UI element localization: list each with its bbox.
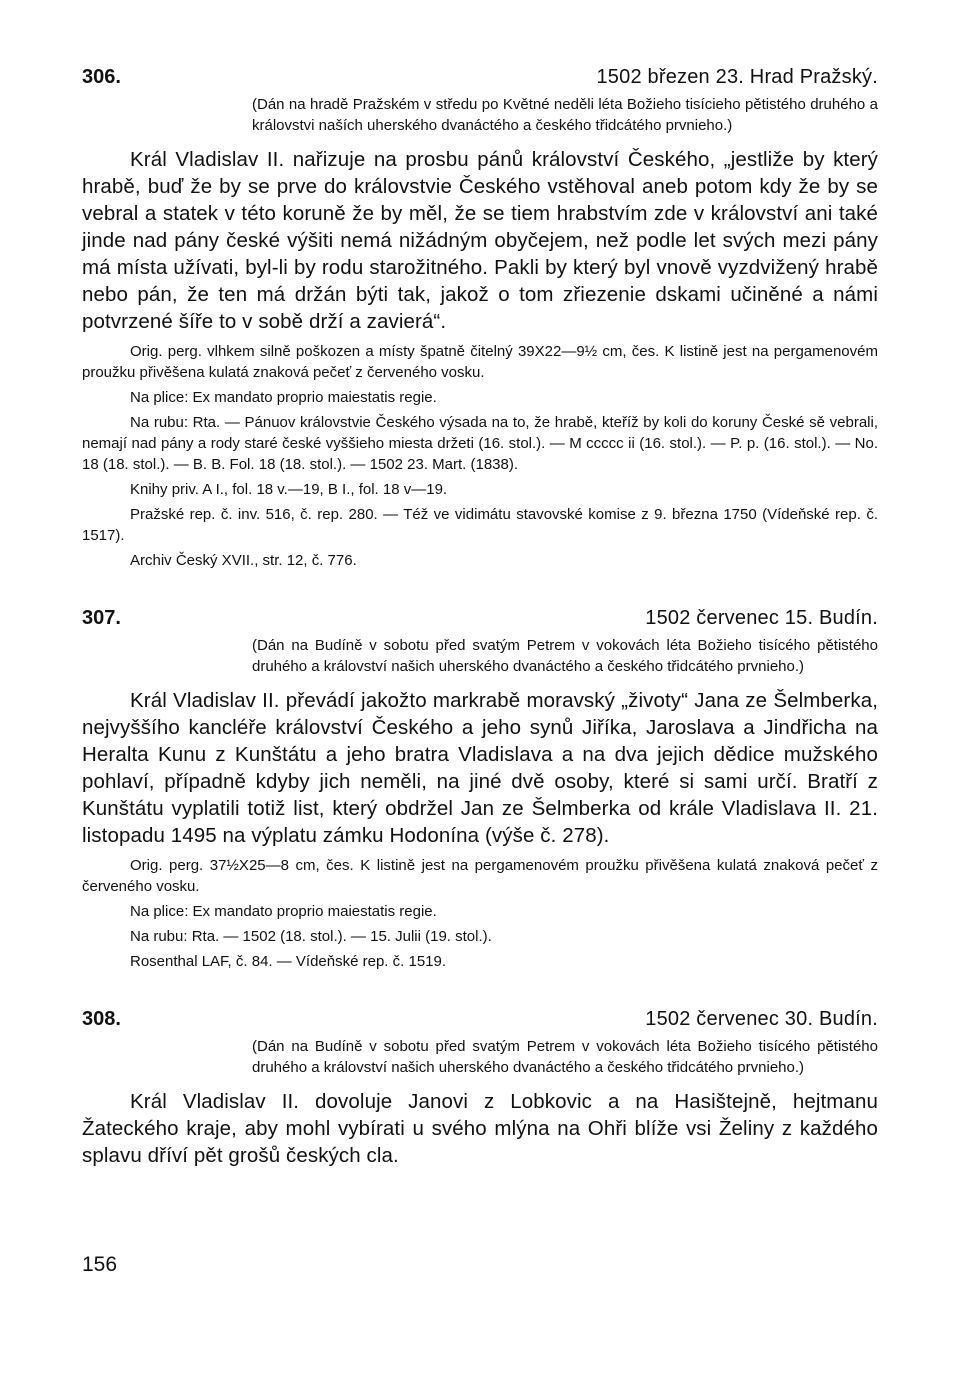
regest-text: Král Vladislav II. převádí jakožto markrabě moravský „životy“ Jana ze Šelmberka, nejvyššího kancléře království Českého a jeho synů Jiříka, Jaroslava a Jindřicha na Heralta Kunu z Kunštátu a jeho bratra Vladislava a na dva jejich dědice mužského pohlaví, případně kdyby jich neměli, na jiné dvě osoby, které si sami určí. Bratří z Kunštátu vyplatili totiž list, který obdržel Jan ze Šelmberka od krále Vladislava II. 21. listopadu 1495 na výplatu zámku Hodonína (výše č. 278). <box>82 689 878 847</box>
dating-note: (Dán na hradě Pražském v středu po Květné neděli léta Božieho tisícieho pětistého druhého a královstvi naších uherského dvanáctého a českého třidcátého prvnieho.) <box>252 96 878 134</box>
apparatus-line: Orig. perg. 37½X25—8 cm, čes. K listině jest na pergamenovém proužku přivěšena kulatá znaková pečeť z červeného vosku. <box>82 857 878 895</box>
entry-date-place: 1502 březen 23. Hrad Pražský. <box>596 66 878 88</box>
entry-306 <box>82 64 878 571</box>
regest-text: Král Vladislav II. dovoluje Janovi z Lobkovic a na Hasištejně, hejtmanu Žateckého kraje, aby mohl vybírati u svého mlýna na Ohři blíže vsi Želiny z každého splavu dříví pět grošů českých cla. <box>82 1090 878 1167</box>
entry-number: 307. <box>82 607 121 629</box>
entry-heading <box>82 64 878 90</box>
document-page <box>82 64 878 1169</box>
entry-number: 306. <box>82 66 121 88</box>
page-number: 156 <box>82 1253 118 1276</box>
apparatus-line: Orig. perg. vlhkem silně poškozen a místy špatně čitelný 39X22—9½ cm, čes. K listině jest na pergamenovém proužku přivěšena kulatá znaková pečeť z červeného vosku. <box>82 343 878 381</box>
entry-date-place: 1502 červenec 30. Budín. <box>645 1008 878 1030</box>
entry-date-place: 1502 červenec 15. Budín. <box>645 607 878 629</box>
apparatus-line: Na plice: Ex mandato proprio maiestatis regie. <box>130 389 437 406</box>
critical-apparatus <box>82 341 878 571</box>
regest-text: Král Vladislav II. nařizuje na prosbu pánů království Českého, „jestliže by který hrabě, buď že by se prve do královstvie Českého vstěhoval aneb potom kdy že by se vebral a statek v této koruně že by měl, že se tiem hrabstvím zde v království ani také jinde nad pány české výšiti nemá nižádným obyčejem, než podle let svých mezi pány má místa užívati, byl-li by rodu starožitného. Pakli by který byl vnově vyzdvižený hrabě nebo pán, že ten má držán býti tak, jakož o tom zřiezenie dskami učiněné a námi potvrzené šíře to v sobě drží a zavierá“. <box>82 148 878 333</box>
apparatus-line: Rosenthal LAF, č. 84. — Vídeňské rep. č. 1519. <box>130 953 447 970</box>
entry-number: 308. <box>82 1008 121 1030</box>
dating-note: (Dán na Budíně v sobotu před svatým Petrem v vokovách léta Božieho tisícého pětistého druhého a království našich uherského dvanáctého a českého třidcátého prvnieho.) <box>252 1038 878 1076</box>
entry-heading <box>82 1006 878 1032</box>
entry-heading <box>82 605 878 631</box>
apparatus-line: Na rubu: Rta. — 1502 (18. stol.). — 15. Julii (19. stol.). <box>130 928 492 945</box>
apparatus-line: Na plice: Ex mandato proprio maiestatis regie. <box>130 903 437 920</box>
critical-apparatus <box>82 855 878 972</box>
apparatus-line: Knihy priv. A I., fol. 18 v.—19, B I., fol. 18 v—19. <box>130 481 448 498</box>
apparatus-line: Na rubu: Rta. — Pánuov královstvie Českého výsada na to, že hrabě, kteříž by koli do koruny České sě vebrali, nemají nad pány a rody staré české vyššieho miesta držeti (16. stol.). — M ccccc ii (16. stol.). — P. p. (16. stol.). — No. 18 (18. stol.). — B. B. Fol. 18 (18. stol.). — 1502 23. Mart. (1838). <box>82 414 878 473</box>
entry-308 <box>82 1006 878 1169</box>
entry-307 <box>82 605 878 972</box>
apparatus-line: Archiv Český XVII., str. 12, č. 776. <box>130 552 357 569</box>
apparatus-line: Pražské rep. č. inv. 516, č. rep. 280. — Též ve vidimátu stavovské komise z 9. března 1750 (Vídeňské rep. č. 1517). <box>82 506 878 544</box>
dating-note: (Dán na Budíně v sobotu před svatým Petrem v vokovách léta Božieho tisícého pětistého druhého a království našich uherského dvanáctého a českého třidcátého prvnieho.) <box>252 637 878 675</box>
